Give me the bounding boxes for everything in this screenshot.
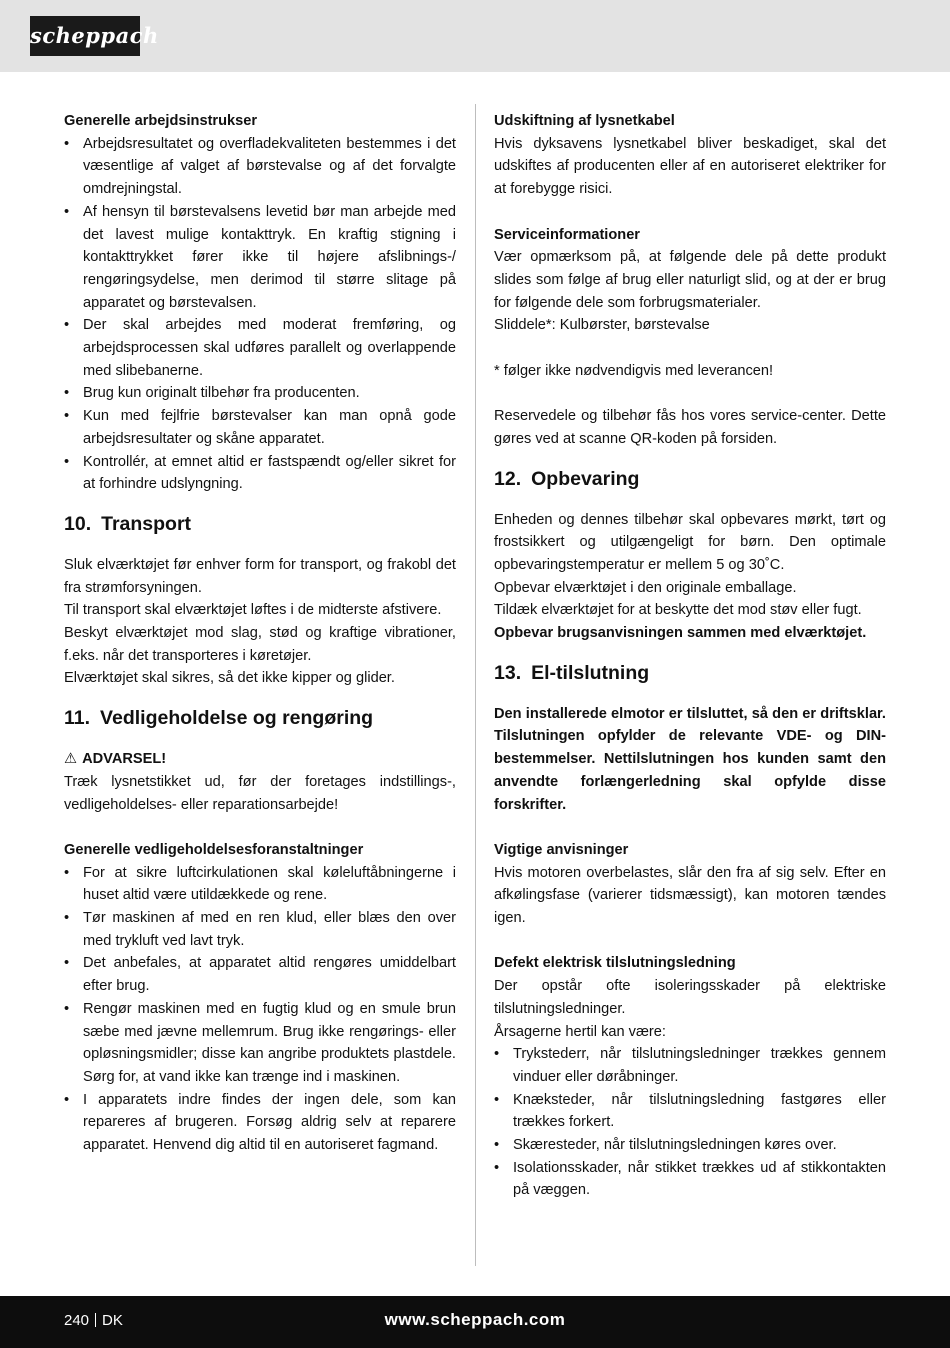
list-item: • I apparatets indre findes der ingen dele, som kan repareres af brugeren. Forsøg aldrig selv at reparere apparatet. Henvend dig altid til en autoriseret fagmand. [64, 1089, 456, 1157]
warning-label: ADVARSEL! [82, 751, 167, 768]
footnote-text: * følger ikke nødvendigvis med leverancen! [494, 362, 774, 379]
list-item: • Brug kun originalt tilbehør fra producenten. [64, 382, 456, 405]
storage-text: Enheden og dennes tilbehør skal opbevares mørkt, tørt og frostsikkert og utilgængeligt for børn. Den optimale opbevaringstemperatur er mellem 5 og 30˚C. [494, 511, 886, 573]
page-footer [0, 1296, 950, 1348]
causes-list [494, 1043, 886, 1202]
section-heading-electrical [494, 659, 886, 687]
list-item: • Isolationsskader, når stikket trækkes ud af stikkontakten på væggen. [494, 1157, 886, 1202]
website-url: www.scheppach.com [384, 1310, 566, 1329]
cable-replacement-text: Hvis dyksavens lysnetkabel bliver beskadiget, skal det udskiftes af producenten eller af en autoriseret elektriker for at forebygge risici. [494, 135, 886, 198]
page-header [0, 0, 950, 72]
list-item: • Kontrollér, at emnet altid er fastspændt og/eller sikret for at forhindre udslyngning. [64, 451, 456, 496]
section-number: 12. [494, 467, 522, 490]
important-notes-text: Hvis motoren overbelastes, slår den fra af sig selv. Efter en afkølingsfase (varierer tidsmæssigt), kan motoren tændes igen. [494, 864, 886, 927]
transport-text: Elværktøjet skal sikres, så det ikke kipper og glider. [64, 670, 395, 687]
service-info-text: Vær opmærksom på, at følgende dele på dette produkt slides som følge af brug eller naturligt slid, og at der er brug for følgende dele som forbrugsmaterialer. [494, 249, 886, 311]
storage-text: Tildæk elværktøjet for at beskytte det mod støv eller fugt. [494, 602, 862, 619]
transport-text: Til transport skal elværktøjet løftes i de midterste afstivere. [64, 602, 442, 619]
list-item: • Det anbefales, at apparatet altid rengøres umiddelbart efter brug. [64, 952, 456, 997]
general-instructions-heading: Generelle arbejdsinstrukser [64, 113, 258, 129]
transport-text: Sluk elværktøjet før enhver form for transport, og frakobl det fra strømforsyningen. [64, 556, 456, 596]
section-title: El-tilslutning [531, 661, 650, 684]
list-item: • For at sikre luftcirkulationen skal køleluftåbningerne i huset altid være utildækkede og rene. [64, 862, 456, 907]
defect-cable-text: Der opstår ofte isoleringsskader på elektriske tilslutningsledninger. [494, 978, 886, 1017]
page-number: 240 [64, 1312, 90, 1329]
warning-text: Træk lysnetstikket ud, før der foretages indstillings-, vedligeholdelses- eller reparationsarbejde! [64, 773, 456, 813]
cable-replacement-heading: Udskiftning af lysnetkabel [494, 113, 675, 129]
section-title: Vedligeholdelse og rengøring [100, 707, 374, 730]
section-number: 13. [494, 661, 522, 684]
section-heading-maintenance [64, 704, 456, 732]
list-item: • Af hensyn til børstevalsens levetid bør man arbejde med det lavest mulige kontakttryk. En kraftig stigning i kontakttrykket fører ikke til højere afslibnings-/ rengøringsydelse, men derimod til større slitage på apparatet og børstevalsen. [64, 201, 456, 315]
warning-line [64, 748, 456, 771]
wear-parts-text: Sliddele*: Kulbørster, børstevalse [494, 317, 710, 334]
general-instructions-list [64, 133, 456, 496]
causes-intro: Årsagerne hertil kan være: [494, 1023, 666, 1040]
list-item: • Arbejdsresultatet og overfladekvaliteten bestemmes i det væsentlige af valget af børstevalse og af det forvalgte omdrejningstal. [64, 133, 456, 201]
language-code: DK [102, 1312, 123, 1329]
section-heading-storage [494, 465, 886, 493]
right-column [494, 110, 886, 1202]
service-info-heading: Serviceinformationer [494, 226, 640, 243]
list-item: • Kun med fejlfrie børstevalser kan man opnå gode arbejdsresultater og skåne apparatet. [64, 405, 456, 450]
section-title: Opbevaring [531, 467, 640, 490]
left-column [64, 110, 456, 1157]
important-notes-heading: Vigtige anvisninger [494, 841, 629, 858]
warning-triangle-icon: ⚠ [64, 751, 78, 768]
maintenance-measures-heading: Generelle vedligeholdelsesforanstaltninger [64, 841, 364, 858]
list-item: • Rengør maskinen med en fugtig klud og en smule brun sæbe med jævne mellemrum. Brug ikke rengørings- eller opløsningsmidler; disse kan angribe produktets plastdele. Sørg for, at vand ikke kan trænge ind i maskinen. [64, 998, 456, 1089]
list-item: • Tør maskinen af med en ren klud, eller blæs den over med trykluft ved lavt tryk. [64, 907, 456, 952]
section-number: 11. [64, 707, 91, 730]
section-heading-transport [64, 510, 456, 538]
spare-parts-text: Reservedele og tilbehør fås hos vores service-center. Dette gøres ved at scanne QR-koden på forsiden. [494, 408, 886, 447]
section-title: Transport [101, 512, 192, 535]
list-item: • Trykstederr, når tilslutningsledninger trækkes gennem vinduer eller døråbninger. [494, 1043, 886, 1088]
column-divider [475, 104, 476, 1266]
maintenance-list [64, 862, 456, 1157]
defect-cable-heading: Defekt elektrisk tilslutningsledning [494, 955, 736, 972]
electrical-bold-text: Den installerede elmotor er tilsluttet, så den er driftsklar. Tilslutningen opfylder de relevante VDE- og DIN-bestemmelser. Nettilslutningen hos kunden samt den anvendte forlængerledning skal opfylde disse forskrifter. [494, 705, 886, 813]
storage-bold-note: Opbevar brugsanvisningen sammen med elværktøjet. [494, 625, 867, 642]
list-item: • Der skal arbejdes med moderat fremføring, og arbejdsprocessen skal udføres parallelt og overlappende med slibebanerne. [64, 314, 456, 382]
transport-text: Beskyt elværktøjet mod slag, stød og kraftige vibrationer, f.eks. når det transporteres i køretøjer. [64, 625, 456, 664]
list-item: • Knæksteder, når tilslutningsledning fastgøres eller trækkes forkert. [494, 1089, 886, 1134]
brand-logo: scheppach [30, 16, 140, 56]
section-number: 10. [64, 512, 92, 535]
storage-text: Opbevar elværktøjet i den originale emballage. [494, 579, 797, 596]
list-item: • Skæresteder, når tilslutningsledningen køres over. [494, 1134, 886, 1157]
